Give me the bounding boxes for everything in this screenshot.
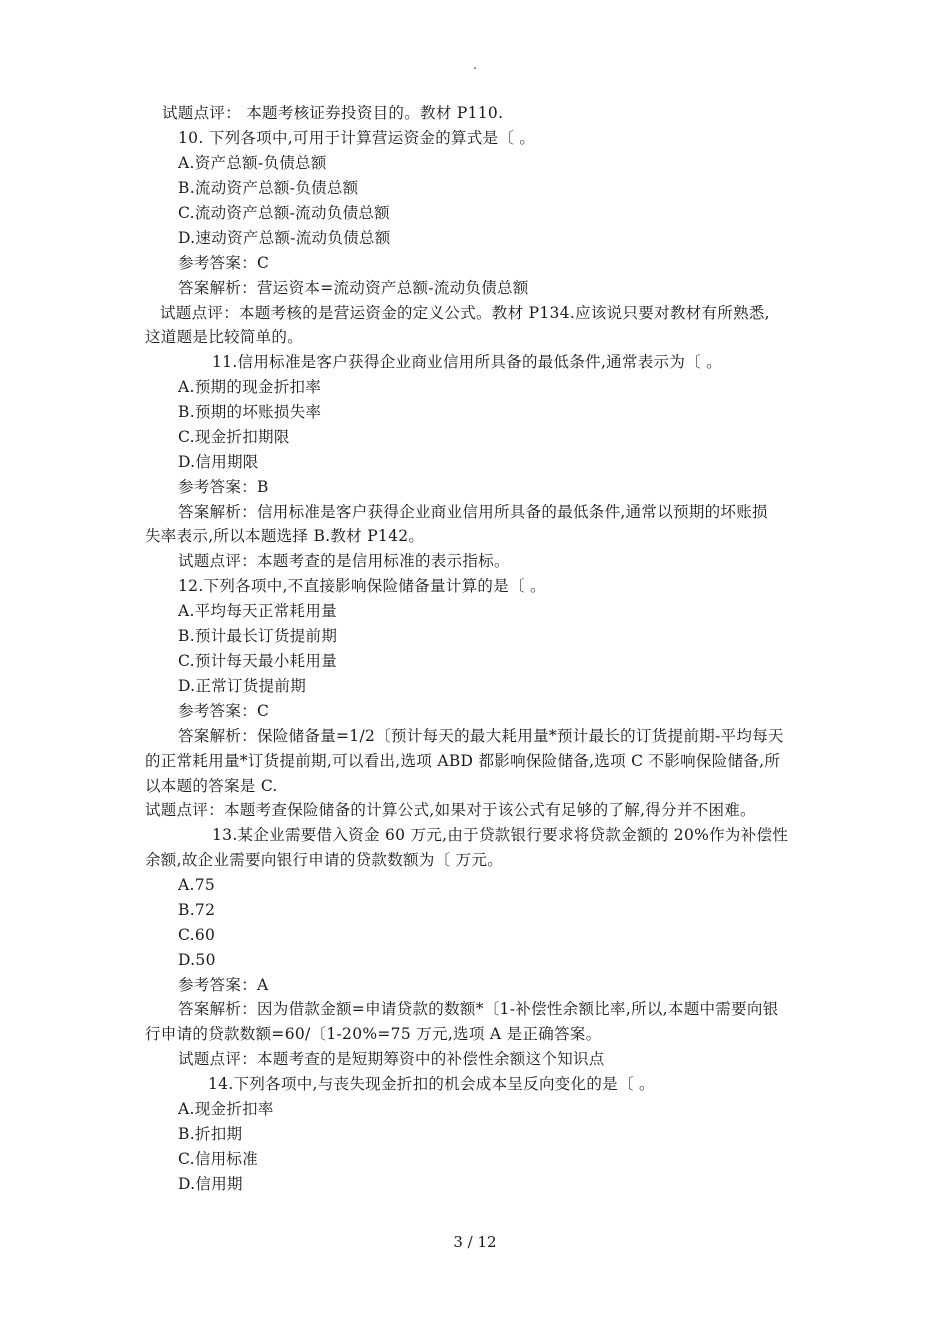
reference-answer: 参考答案：C	[178, 702, 270, 720]
answer-explanation-continued: 失率表示,所以本题选择 B.教材 P142。	[145, 527, 425, 545]
option-d: D.速动资产总额-流动负债总额	[178, 229, 391, 247]
review-note: 试题点评：本题考查的是信用标准的表示指标。	[178, 552, 510, 570]
question-11: 11.信用标准是客户获得企业商业信用所具备的最低条件,通常表示为〔 。	[212, 353, 723, 371]
answer-explanation-continued: 的正常耗用量*订货提前期,可以看出,选项 ABD 都影响保险储备,选项 C 不影响保险储备,所	[145, 752, 781, 770]
option-c: C.现金折扣期限	[178, 428, 290, 446]
header-mark: .	[473, 58, 477, 72]
answer-explanation: 答案解析：保险储备量=1/2〔预计每天的最大耗用量*预计最长的订货提前期-平均每天	[178, 727, 784, 745]
review-note: 试题点评：本题考查保险储备的计算公式,如果对于该公式有足够的了解,得分并不困难。	[145, 801, 756, 819]
question-10: 10. 下列各项中,可用于计算营运资金的算式是〔 。	[178, 129, 536, 147]
option-a: A.预期的现金折扣率	[178, 378, 322, 396]
question-13: 13.某企业需要借入资金 60 万元,由于贷款银行要求将贷款金额的 20%作为补偿性	[212, 826, 789, 844]
review-note: 试题点评：本题考核的是营运资金的定义公式。教材 P134.应该说只要对教材有所熟悉,	[160, 304, 770, 322]
review-note: 试题点评： 本题考核证券投资目的。教材 P110.	[162, 104, 504, 122]
option-d: D.正常订货提前期	[178, 677, 307, 695]
review-note: 试题点评：本题考查的是短期筹资中的补偿性余额这个知识点	[178, 1050, 605, 1068]
option-c: C.预计每天最小耗用量	[178, 652, 338, 670]
option-b: B.72	[178, 901, 216, 919]
answer-explanation: 答案解析：营运资本=流动资产总额-流动负债总额	[178, 279, 529, 297]
answer-explanation: 答案解析：因为借款金额=申请贷款的数额*〔1-补偿性余额比率,所以,本题中需要向银	[178, 1000, 779, 1018]
option-b: B.预计最长订货提前期	[178, 627, 338, 645]
option-d: D.信用期	[178, 1175, 243, 1193]
answer-explanation: 答案解析：信用标准是客户获得企业商业信用所具备的最低条件,通常以预期的坏账损	[178, 503, 768, 521]
reference-answer: 参考答案：A	[178, 976, 269, 994]
option-b: B.折扣期	[178, 1125, 243, 1143]
question-12: 12.下列各项中,不直接影响保险储备量计算的是〔 。	[178, 577, 546, 595]
option-a: A.平均每天正常耗用量	[178, 602, 337, 620]
option-b: B.流动资产总额-负债总额	[178, 179, 359, 197]
option-d: D.信用期限	[178, 453, 259, 471]
reference-answer: 参考答案：C	[178, 254, 270, 272]
option-c: C.流动资产总额-流动负债总额	[178, 204, 390, 222]
option-d: D.50	[178, 951, 216, 969]
option-a: A.资产总额-负债总额	[178, 154, 327, 172]
option-c: C.60	[178, 926, 216, 944]
answer-explanation-continued: 以本题的答案是 C.	[145, 777, 278, 795]
option-a: A.现金折扣率	[178, 1100, 274, 1118]
question-14: 14.下列各项中,与丧失现金折扣的机会成本呈反向变化的是〔 。	[208, 1075, 655, 1093]
option-a: A.75	[178, 876, 216, 894]
reference-answer: 参考答案：B	[178, 478, 269, 496]
page-number: 3 / 12	[453, 1233, 497, 1251]
review-note-continued: 这道题是比较简单的。	[145, 328, 304, 346]
question-13-continued: 余额,故企业需要向银行申请的贷款数额为〔 万元。	[145, 851, 504, 869]
option-b: B.预期的坏账损失率	[178, 403, 322, 421]
answer-explanation-continued: 行申请的贷款数额=60/〔1-20%=75 万元,选项 A 是正确答案。	[145, 1025, 602, 1043]
option-c: C.信用标准	[178, 1150, 259, 1168]
